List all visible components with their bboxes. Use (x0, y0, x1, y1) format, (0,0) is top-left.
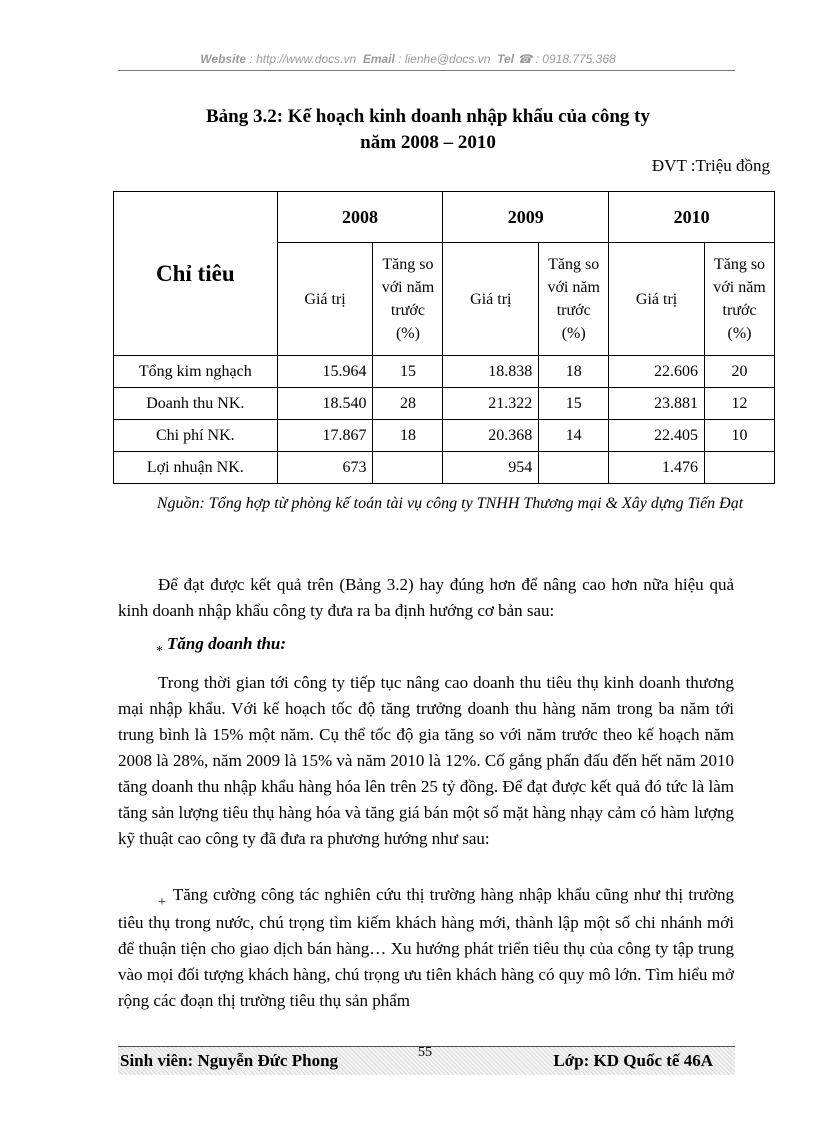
subheading: $_*$ Tăng doanh thu: (156, 634, 287, 659)
plus-bullet-icon: + (158, 895, 166, 910)
class-name: Lớp: KD Quốc tế 46A (553, 1051, 713, 1070)
row-header: Chỉ tiêu (114, 192, 278, 356)
table-row: Tổng kim nghạch 15.964 15 18.838 18 22.606 20 (114, 356, 775, 388)
growth-column-header: Tăng so với năm trước (%) (373, 243, 443, 356)
year-header: 2008 (277, 192, 443, 243)
tel-label: Tel (497, 52, 514, 66)
paragraph-bullet: $_+$ Tăng cường công tác nghiên cứu thị trường hàng nhập khẩu cũng như thị trường tiêu thụ trong nước, chú trọng tìm kiếm khách hàng mới, thành lập một số chi nhánh mới để thuận tiện cho giao dịch bán hàng… Xu hướng phát triển tiêu thụ của công ty tập trung vào mọi đối tượng khách hàng, chú trọng ưu tiên khách hàng có quy mô lớn. Tìm hiểu mở rộng các đoạn thị trường tiêu thụ sản phẩm (118, 885, 734, 1010)
table-row: Chi phí NK. 17.867 18 20.368 14 22.405 10 (114, 420, 775, 452)
table-row: Lợi nhuận NK. 673 954 1.476 (114, 452, 775, 484)
website-value: : http://www.docs.vn (249, 52, 357, 66)
table-title-line1: Bảng 3.2: Kế hoạch kinh doanh nhập khẩu của công ty (205, 106, 650, 127)
value-column-header: Giá trị (277, 243, 373, 356)
table-row: Doanh thu NK. 18.540 28 21.322 15 23.881 12 (114, 388, 775, 420)
page-number: 55 (418, 1045, 432, 1060)
asterisk-marker: * (156, 644, 163, 659)
growth-column-header: Tăng so với năm trước (%) (705, 243, 775, 356)
year-header: 2010 (609, 192, 775, 243)
unit-label: ĐVT :Triệu đồng (651, 156, 770, 175)
page-header (0, 52, 816, 66)
page-footer (118, 1046, 735, 1075)
intro-paragraph: Để đạt được kết quả trên (Bảng 3.2) hay đúng hơn để nâng cao hơn nữa hiệu quả kinh doanh nhập khẩu công ty đưa ra ba định hướng cơ bản sau: (118, 575, 734, 620)
table-source: Nguồn: Tổng hợp từ phòng kế toán tài vụ công ty TNHH Thương mại & Xây dựng Tiến Đạt (156, 495, 744, 512)
student-name: Sinh viên: Nguyễn Đức Phong (120, 1051, 339, 1070)
growth-column-header: Tăng so với năm trước (%) (539, 243, 609, 356)
website-label: Website (200, 52, 247, 66)
paragraph-revenue: Trong thời gian tới công ty tiếp tục nâng cao doanh thu tiêu thụ kinh doanh thương mại nhập khẩu. Với kế hoạch tốc độ tăng trưởng doanh thu hàng năm trong ba năm tới trung bình là 15% một năm. Cụ thể tốc độ gia tăng so với năm trước theo kế hoạch năm 2008 là 28%, năm 2009 là 15% và năm 2010 là 12%. Cố gắng phấn đấu đến hết năm 2010 tăng doanh thu nhập khẩu hàng hóa lên trên 25 tỷ đồng. Để đạt được kết quả đó tức là làm tăng sản lượng tiêu thụ hàng hóa và tăng giá bán một số mặt hàng nhạy cảm có hàm lượng kỹ thuật cao công ty đã đưa ra phương hướng như sau: (118, 673, 734, 848)
value-column-header: Giá trị (609, 243, 705, 356)
year-header: 2009 (443, 192, 609, 243)
table-title-line2: năm 2008 – 2010 (360, 132, 496, 153)
table-title (0, 104, 816, 156)
email-label: Email (362, 52, 395, 66)
value-column-header: Giá trị (443, 243, 539, 356)
business-plan-table (113, 191, 775, 484)
header-divider (118, 70, 735, 71)
email-value: : lienhe@docs.vn (398, 52, 491, 66)
phone-icon: ☎ (517, 52, 533, 66)
tel-value: : 0918.775.368 (535, 52, 616, 66)
